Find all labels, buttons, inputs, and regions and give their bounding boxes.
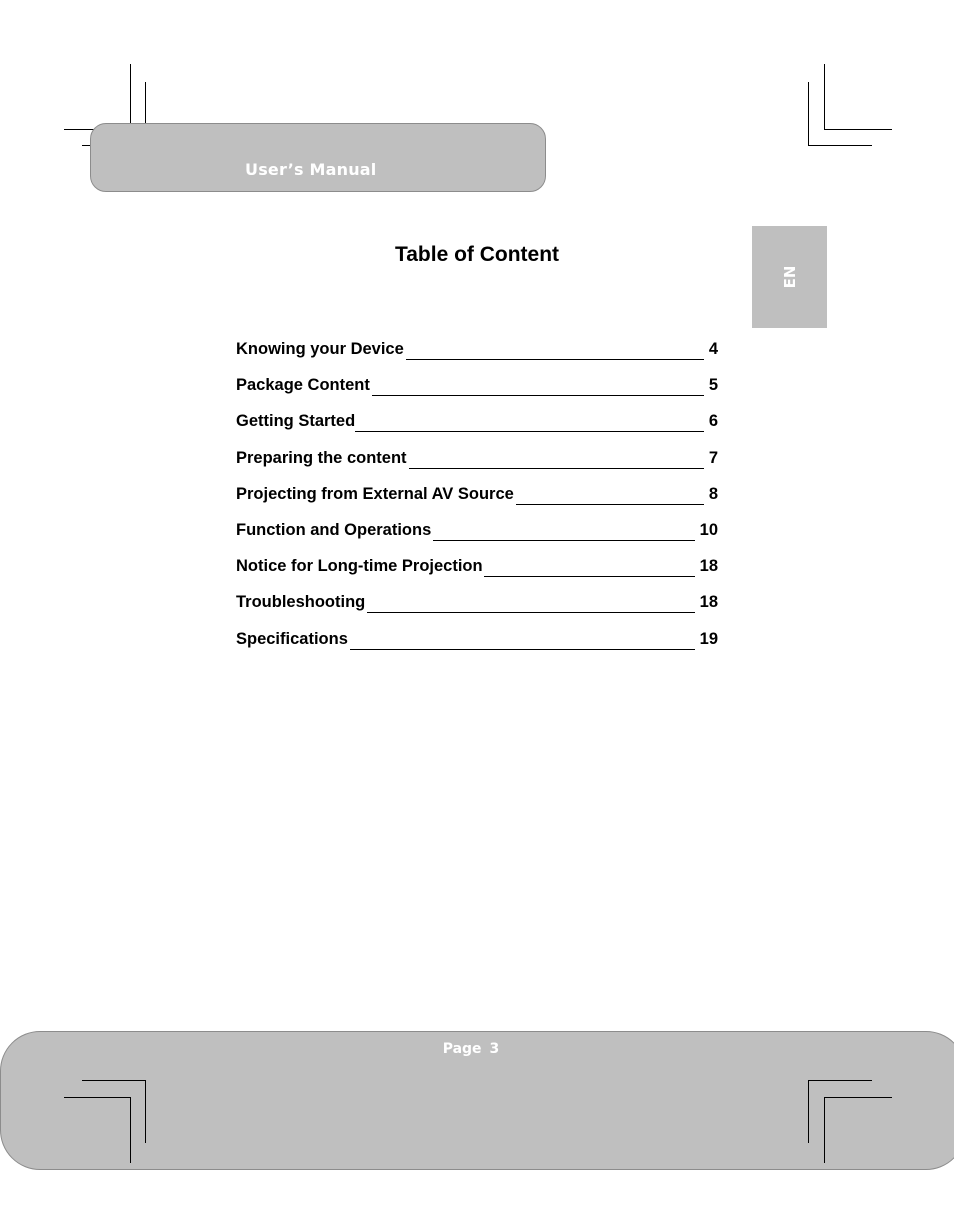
toc-entry xyxy=(236,376,718,412)
footer-page-indicator xyxy=(0,1041,942,1057)
toc-entry-page: 6 xyxy=(708,412,718,431)
toc-entry-label: Preparing the content xyxy=(236,448,407,467)
toc-entry xyxy=(236,557,718,593)
toc-entry-page: 7 xyxy=(708,448,718,467)
toc-entry xyxy=(236,412,718,448)
toc-leader-line xyxy=(409,449,704,469)
toc-entry-page: 18 xyxy=(699,593,718,612)
toc-entry-label: Package Content xyxy=(236,376,370,395)
toc-entry-label: Notice for Long-time Projection xyxy=(236,557,483,576)
toc-entry xyxy=(236,485,718,521)
toc-entry-label: Troubleshooting xyxy=(236,593,366,612)
language-tab xyxy=(752,226,827,328)
toc-entry-label: Knowing your Device xyxy=(236,340,404,358)
toc-leader-line xyxy=(433,521,694,541)
toc-entry xyxy=(236,593,718,629)
toc-entry-page: 19 xyxy=(699,629,718,648)
crop-mark xyxy=(145,1080,146,1143)
toc-entry-label: Projecting from External AV Source xyxy=(236,484,514,503)
toc-entry-page: 18 xyxy=(699,557,718,576)
toc-entry xyxy=(236,340,718,376)
crop-mark xyxy=(824,1097,825,1163)
toc-entry-page: 5 xyxy=(708,376,718,395)
crop-mark xyxy=(808,1080,872,1081)
crop-mark xyxy=(825,1097,892,1098)
crop-mark xyxy=(130,64,131,130)
crop-mark xyxy=(82,1080,145,1081)
toc-entry-label: Function and Operations xyxy=(236,520,432,539)
toc-leader-line xyxy=(516,485,704,505)
crop-mark xyxy=(808,145,872,146)
toc-entry xyxy=(236,630,718,666)
toc-leader-line xyxy=(367,593,694,613)
crop-mark xyxy=(824,64,825,130)
toc-entry-page: 4 xyxy=(708,340,718,358)
toc-leader-line xyxy=(350,630,695,650)
crop-mark xyxy=(808,1080,809,1143)
toc-list xyxy=(236,340,718,666)
language-label: EN xyxy=(780,265,799,289)
toc-entry-label: Getting Started xyxy=(236,412,356,431)
header-title: User’s Manual xyxy=(245,160,377,179)
page-title: Table of Content xyxy=(394,243,560,266)
crop-mark xyxy=(64,1097,130,1098)
toc-entry xyxy=(236,449,718,485)
toc-leader-line xyxy=(372,376,704,396)
toc-entry xyxy=(236,521,718,557)
toc-entry-page: 8 xyxy=(708,484,718,503)
crop-mark xyxy=(130,1097,131,1163)
toc-leader-line xyxy=(355,412,704,432)
footer-page-number: 3 xyxy=(489,1041,500,1057)
toc-entry-label: Specifications xyxy=(236,629,348,648)
toc-entry-page: 10 xyxy=(699,520,718,539)
footer-page-label: Page xyxy=(442,1041,482,1057)
crop-mark xyxy=(808,82,809,145)
toc-leader-line xyxy=(406,340,704,360)
header-band xyxy=(90,123,546,192)
toc-leader-line xyxy=(484,557,695,577)
crop-mark xyxy=(825,129,892,130)
